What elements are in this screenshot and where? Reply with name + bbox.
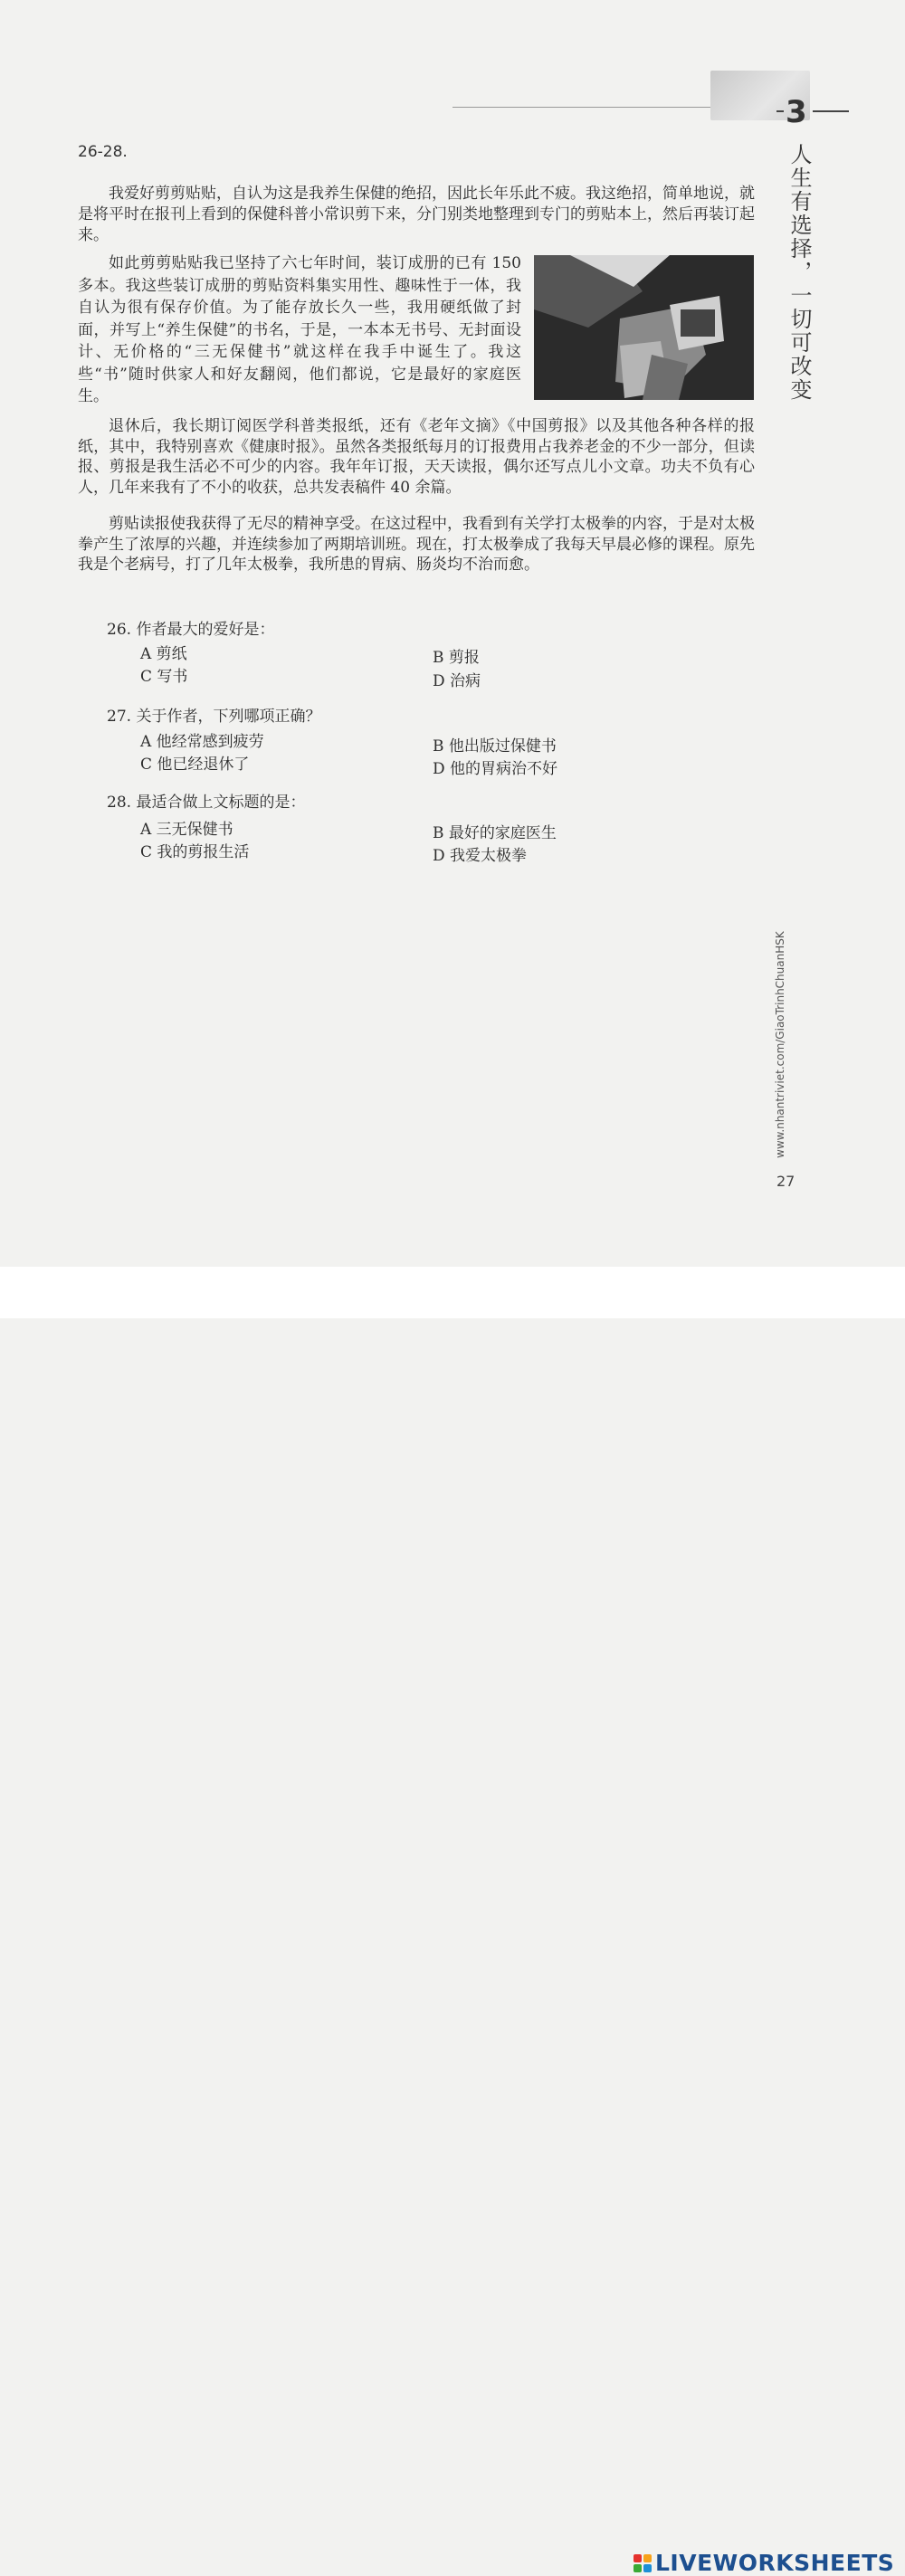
question-27-option-b[interactable]: B 他出版过保健书 <box>433 737 557 756</box>
passage-paragraph-3: 退休后，我长期订阅医学科普类报纸，还有《老年文摘》《中国剪报》以及其他各种各样的报纸，其中，我特别喜欢《健康时报》。虽然各类报纸每月的订报费用占我养老金的不少一部分，但读报、剪报是我生活必不可少的内容。我年年订报，天天读报，偶尔还写点儿小文章。功夫不负有心人，几年来我有了不小的收获，总共发表稿件 40 余篇。 <box>78 417 755 497</box>
page-number: 27 <box>776 1173 795 1190</box>
question-27-option-d[interactable]: D 他的胃病治不好 <box>433 760 558 778</box>
question-27-option-a[interactable]: A 他经常感到疲劳 <box>140 733 264 751</box>
unit-title: 人生有选择，一切可改变 <box>786 143 812 402</box>
liveworksheets-grid-icon <box>634 2554 652 2572</box>
question-27-option-c[interactable]: C 他已经退休了 <box>140 756 250 774</box>
question-28 <box>107 792 305 813</box>
question-27-stem: 27. 关于作者，下列哪项正确？ <box>107 708 321 726</box>
passage-paragraph-1: 我爱好剪剪贴贴，自认为这是我养生保健的绝招，因此长年乐此不疲。我这绝招，简单地说，就是将平时在报刊上看到的保健科普小常识剪下来，分门别类地整理到专门的剪贴本上，然后再装订起来。 <box>78 185 755 244</box>
passage-paragraph-2: 如此剪剪贴贴我已坚持了六七年时间，装订成册的已有 150 多本。我这些装订成册的剪贴资料集实用性、趣味性于一体，我自认为很有保存价值。为了能存放长久一些，我用硬纸做了封面，并写上“养生保健”的书名，于是，一本本无书号、无封面设计、无价格的“三无保健书”就这样在我手中诞生了。我这些“书”随时供家人和好友翻阅，他们都说，它是最好的家庭医生。 <box>78 254 521 405</box>
unit-dash-left <box>776 110 784 112</box>
question-28-option-a[interactable]: A 三无保健书 <box>140 821 233 839</box>
newspaper-clipping-photo <box>534 255 754 400</box>
publisher-url: www.nhantriviet.com/GiaoTrinhChuanHSK <box>774 931 786 1158</box>
passage-paragraph-4: 剪贴读报使我获得了无尽的精神享受。在这过程中，我看到有关学打太极拳的内容，于是对太极拳产生了浓厚的兴趣，并连续参加了两期培训班。现在，打太极拳成了我每天早晨必修的课程。原先我是个老病号，打了几年太极拳，我所患的胃病、肠炎均不治而愈。 <box>78 515 755 574</box>
question-26 <box>107 619 274 641</box>
question-26-option-b[interactable]: B 剪报 <box>433 649 480 667</box>
liveworksheets-brand: LIVEWORKSHEETS <box>655 2550 895 2576</box>
question-28-stem: 28. 最适合做上文标题的是： <box>107 794 306 812</box>
liveworksheets-logo[interactable] <box>634 2550 894 2576</box>
question-26-option-a[interactable]: A 剪纸 <box>140 645 187 663</box>
question-27 <box>107 706 320 727</box>
question-28-option-d[interactable]: D 我爱太极拳 <box>433 847 528 865</box>
question-28-option-c[interactable]: C 我的剪报生活 <box>140 843 250 861</box>
unit-dash-right <box>813 110 849 112</box>
question-28-option-b[interactable]: B 最好的家庭医生 <box>433 824 557 842</box>
photo-illustration <box>534 255 754 400</box>
question-26-option-c[interactable]: C 写书 <box>140 668 188 686</box>
question-26-option-d[interactable]: D 治病 <box>433 672 481 690</box>
unit-number: 3 <box>786 94 807 130</box>
passage-range-label: 26-28. <box>78 143 128 161</box>
footer-bar <box>0 1267 905 2576</box>
question-26-stem: 26. 作者最大的爱好是： <box>107 621 275 639</box>
